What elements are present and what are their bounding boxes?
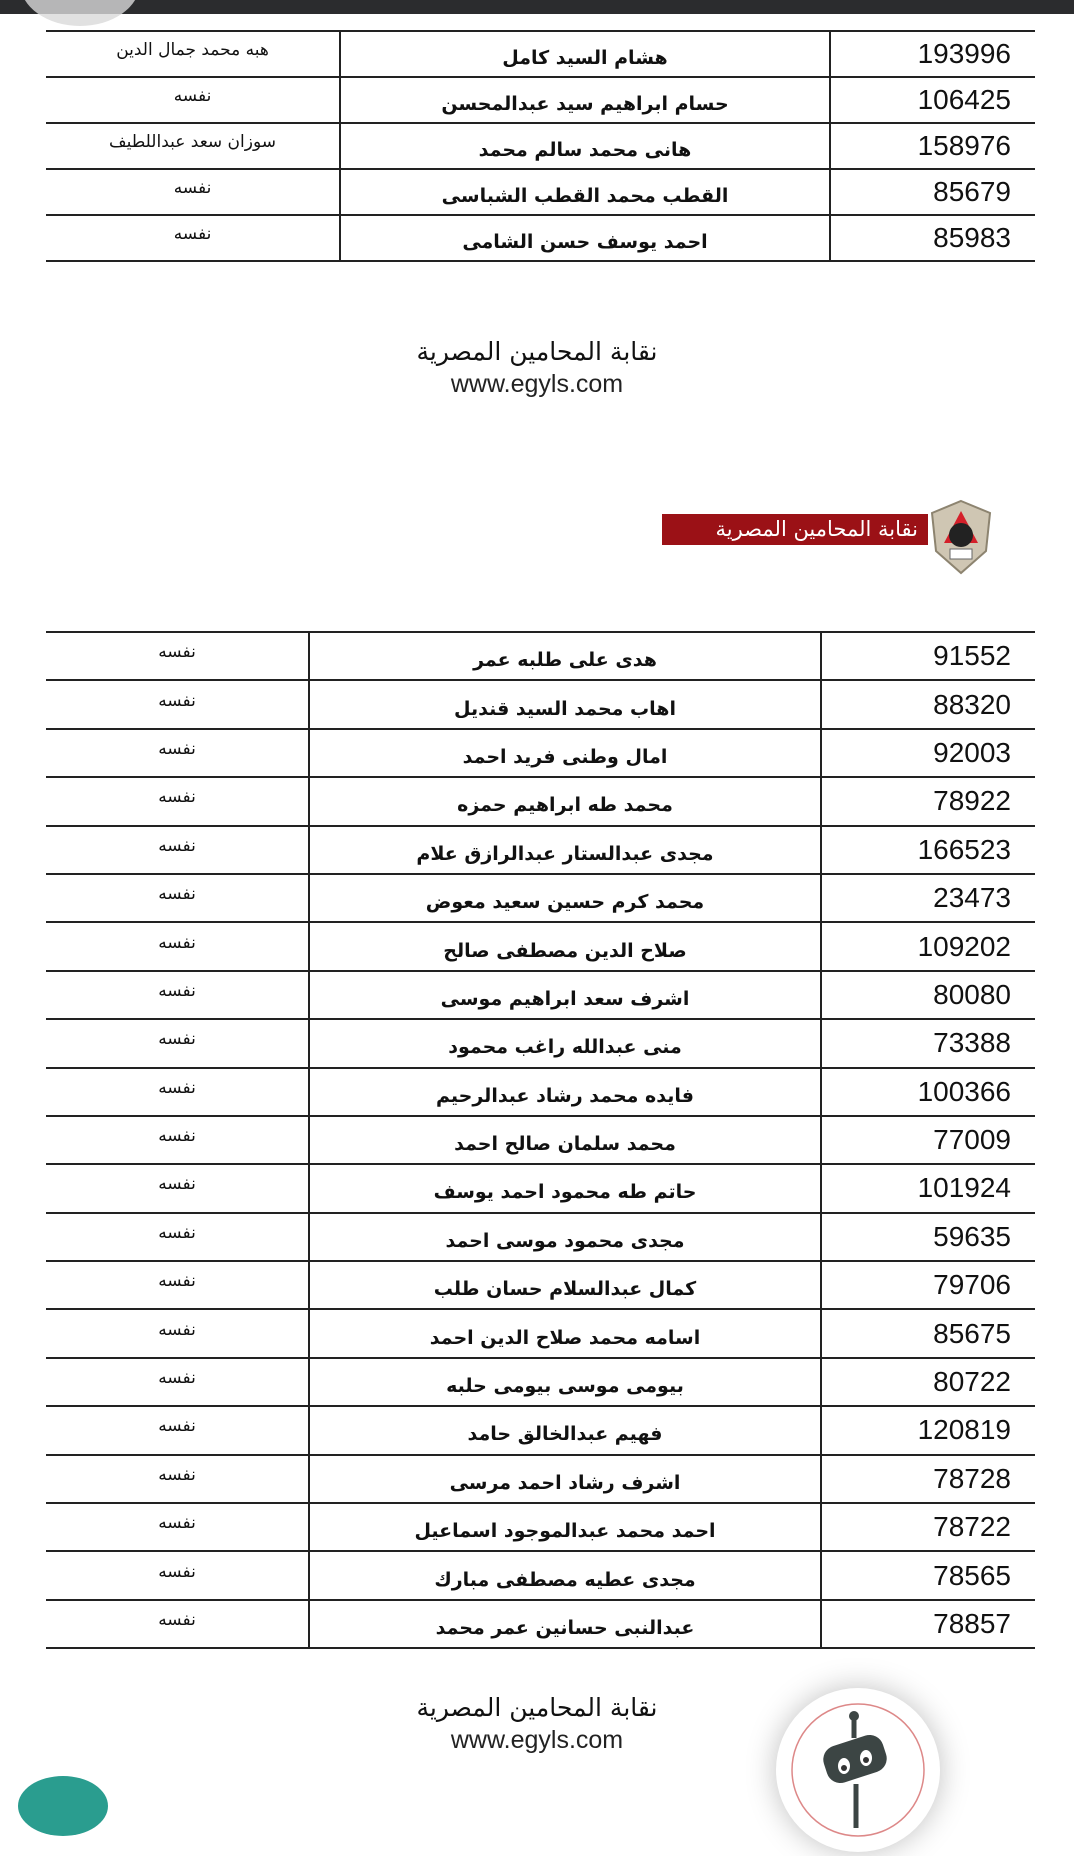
member-name-cell: هشام السيد كامل	[340, 31, 830, 77]
membership-number-cell: 85679	[830, 169, 1035, 215]
relation-cell: نفسه	[46, 77, 340, 123]
relation-cell: نفسه	[46, 1164, 309, 1212]
table-row	[46, 1455, 1035, 1503]
membership-number-cell: 85675	[821, 1309, 1035, 1357]
relation-cell: نفسه	[46, 680, 309, 728]
robot-icon	[776, 1688, 940, 1852]
membership-number-cell: 78722	[821, 1503, 1035, 1551]
member-name-cell: فهيم عبدالخالق حامد	[309, 1406, 821, 1454]
member-name-cell: امال وطنى فريد احمد	[309, 729, 821, 777]
relation-cell: نفسه	[46, 922, 309, 970]
member-name-cell: احمد محمد عبدالموجود اسماعيل	[309, 1503, 821, 1551]
table-row	[46, 1116, 1035, 1164]
membership-number-cell: 78728	[821, 1455, 1035, 1503]
relation-cell: نفسه	[46, 777, 309, 825]
table-row	[46, 1406, 1035, 1454]
table-row	[46, 1309, 1035, 1357]
member-name-cell: مجدى عطيه مصطفى مبارك	[309, 1551, 821, 1599]
table-row	[46, 680, 1035, 728]
footer-url[interactable]: www.egyls.com	[450, 370, 624, 398]
page-footer-1	[0, 337, 1074, 399]
member-name-cell: بيومى موسى بيومى حلبه	[309, 1358, 821, 1406]
relation-cell: نفسه	[46, 1019, 309, 1067]
table-row	[46, 169, 1035, 215]
member-name-cell: هانى محمد سالم محمد	[340, 123, 830, 169]
relation-cell: نفسه	[46, 1261, 309, 1309]
membership-number-cell: 92003	[821, 729, 1035, 777]
table-row	[46, 777, 1035, 825]
table-row	[46, 874, 1035, 922]
table-row	[46, 215, 1035, 261]
table-row	[46, 77, 1035, 123]
membership-number-cell: 80722	[821, 1358, 1035, 1406]
membership-number-cell: 78565	[821, 1551, 1035, 1599]
member-name-cell: محمد سلمان صالح احمد	[309, 1116, 821, 1164]
relation-cell: نفسه	[46, 874, 309, 922]
overlay-circle	[20, 0, 140, 26]
member-name-cell: كمال عبدالسلام حسان طلب	[309, 1261, 821, 1309]
member-name-cell: احمد يوسف حسن الشامى	[340, 215, 830, 261]
relation-cell: نفسه	[46, 632, 309, 680]
member-name-cell: منى عبدالله راغب محمود	[309, 1019, 821, 1067]
table-row	[46, 1551, 1035, 1599]
member-name-cell: اشرف رشاد احمد مرسى	[309, 1455, 821, 1503]
members-table-top	[46, 30, 1035, 262]
membership-number-cell: 91552	[821, 632, 1035, 680]
relation-cell: نفسه	[46, 1213, 309, 1261]
membership-number-cell: 120819	[821, 1406, 1035, 1454]
relation-cell: نفسه	[46, 1503, 309, 1551]
relation-cell: نفسه	[46, 1406, 309, 1454]
member-name-cell: اهاب محمد السيد قنديل	[309, 680, 821, 728]
membership-number-cell: 100366	[821, 1068, 1035, 1116]
membership-number-cell: 80080	[821, 971, 1035, 1019]
top-status-bar	[0, 0, 1074, 14]
member-name-cell: محمد كرم حسين سعيد معوض	[309, 874, 821, 922]
membership-number-cell: 193996	[830, 31, 1035, 77]
table-row	[46, 1503, 1035, 1551]
assistant-bot-button[interactable]	[776, 1688, 940, 1852]
membership-number-cell: 78922	[821, 777, 1035, 825]
member-name-cell: حاتم طه محمود احمد يوسف	[309, 1164, 821, 1212]
membership-number-cell: 79706	[821, 1261, 1035, 1309]
relation-cell: نفسه	[46, 729, 309, 777]
relation-cell: نفسه	[46, 1358, 309, 1406]
membership-number-cell: 106425	[830, 77, 1035, 123]
membership-number-cell: 73388	[821, 1019, 1035, 1067]
relation-cell: نفسه	[46, 826, 309, 874]
table-row	[46, 1068, 1035, 1116]
table-row	[46, 1019, 1035, 1067]
member-name-cell: هدى على طلبه عمر	[309, 632, 821, 680]
membership-number-cell: 101924	[821, 1164, 1035, 1212]
membership-number-cell: 77009	[821, 1116, 1035, 1164]
members-table-main	[46, 631, 1035, 1649]
table-row	[46, 1358, 1035, 1406]
member-name-cell: فايده محمد رشاد عبدالرحيم	[309, 1068, 821, 1116]
header-banner: نقابة المحامين المصرية	[662, 514, 928, 545]
table-row	[46, 1600, 1035, 1648]
footer-org-name: نقابة المحامين المصرية	[416, 337, 658, 366]
membership-number-cell: 158976	[830, 123, 1035, 169]
relation-cell: نفسه	[46, 1600, 309, 1648]
membership-number-cell: 78857	[821, 1600, 1035, 1648]
membership-number-cell: 109202	[821, 922, 1035, 970]
relation-cell: نفسه	[46, 1455, 309, 1503]
membership-number-cell: 23473	[821, 874, 1035, 922]
member-name-cell: اشرف سعد ابراهيم موسى	[309, 971, 821, 1019]
member-name-cell: القطب محمد القطب الشباسى	[340, 169, 830, 215]
membership-number-cell: 166523	[821, 826, 1035, 874]
table-row	[46, 1164, 1035, 1212]
floating-action-button[interactable]	[18, 1776, 108, 1836]
relation-cell: نفسه	[46, 971, 309, 1019]
member-name-cell: عبدالنبى حسانين عمر محمد	[309, 1600, 821, 1648]
relation-cell: نفسه	[46, 1068, 309, 1116]
relation-cell: هبه محمد جمال الدين	[46, 31, 340, 77]
table-row	[46, 922, 1035, 970]
table-row	[46, 1213, 1035, 1261]
relation-cell: نفسه	[46, 215, 340, 261]
member-name-cell: اسامه محمد صلاح الدين احمد	[309, 1309, 821, 1357]
syndicate-logo-icon	[928, 499, 994, 575]
member-name-cell: مجدى محمود موسى احمد	[309, 1213, 821, 1261]
relation-cell: نفسه	[46, 1116, 309, 1164]
relation-cell: سوزان سعد عبداللطيف	[46, 123, 340, 169]
table-row	[46, 632, 1035, 680]
footer-url[interactable]: www.egyls.com	[450, 1726, 624, 1754]
member-name-cell: محمد طه ابراهيم حمزه	[309, 777, 821, 825]
table-row	[46, 729, 1035, 777]
relation-cell: نفسه	[46, 169, 340, 215]
table-row	[46, 971, 1035, 1019]
table-row	[46, 826, 1035, 874]
footer-org-name: نقابة المحامين المصرية	[416, 1693, 658, 1722]
member-name-cell: حسام ابراهيم سيد عبدالمحسن	[340, 77, 830, 123]
relation-cell: نفسه	[46, 1309, 309, 1357]
member-name-cell: صلاح الدين مصطفى صالح	[309, 922, 821, 970]
member-name-cell: مجدى عبدالستار عبدالرازق علام	[309, 826, 821, 874]
table-row	[46, 31, 1035, 77]
table-row	[46, 123, 1035, 169]
membership-number-cell: 88320	[821, 680, 1035, 728]
relation-cell: نفسه	[46, 1551, 309, 1599]
table-row	[46, 1261, 1035, 1309]
membership-number-cell: 85983	[830, 215, 1035, 261]
membership-number-cell: 59635	[821, 1213, 1035, 1261]
